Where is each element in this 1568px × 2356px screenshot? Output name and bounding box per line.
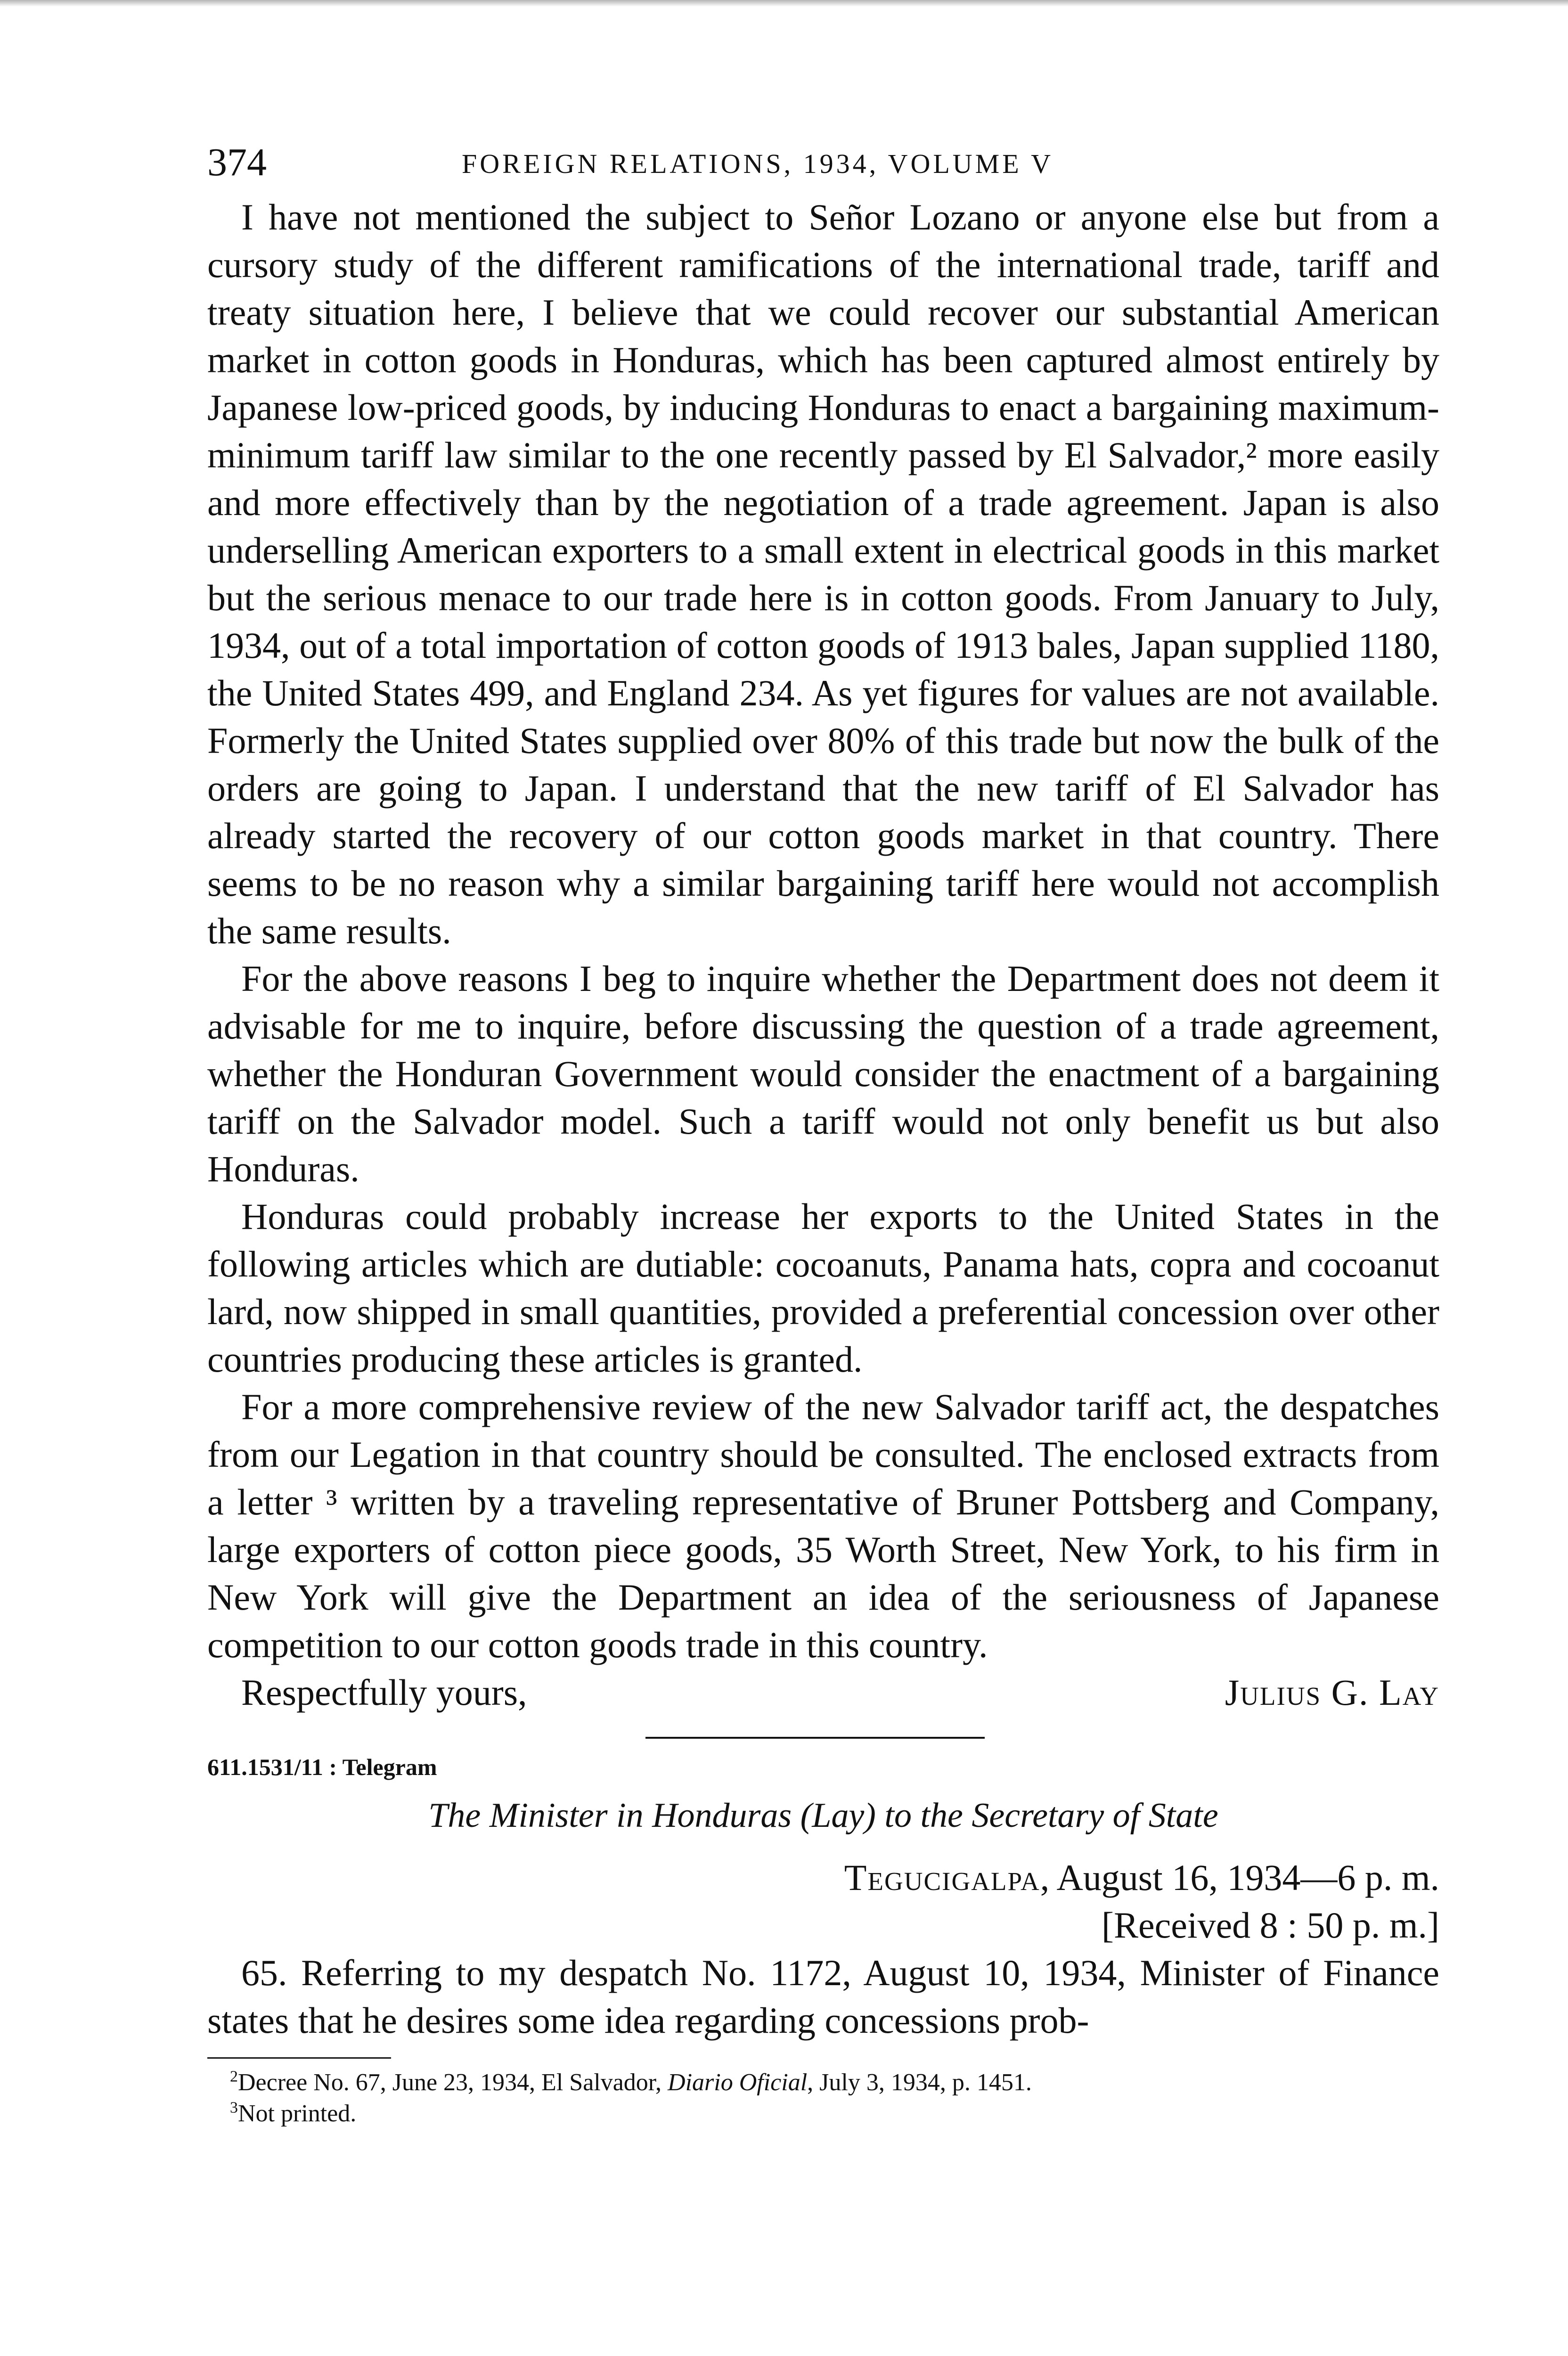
footnote-rule: [207, 2057, 391, 2059]
dateline-date: , August 16, 1934—6 p. m.: [1040, 1857, 1439, 1898]
telegram-body: [207, 1949, 1439, 2044]
page-top-edge: [0, 0, 1568, 7]
paragraph: I have not mentioned the subject to Señor Lozano or anyone else but from a cursory study of the different ramifications of the international trade, tariff and treaty situation here, I believe that we could recover our substantial American market in cotton goods in Honduras, which has been captured almost entirely by Japanese low-priced goods, by inducing Honduras to enact a bargaining maximum-minimum tariff law similar to the one recently passed by El Salvador,² more easily and more effectively than by the negotiation of a trade agreement. Japan is also underselling American exporters to a small extent in electrical goods in this market but the serious menace to our trade here is in cotton goods. From January to July, 1934, out of a total importation of cotton goods of 1913 bales, Japan supplied 1180, the United States 499, and England 234. As yet figures for values are not available. Formerly the United States supplied over 80% of this trade but now the bulk of the orders are going to Japan. I understand that the new tariff of El Salvador has already started the recovery of our cotton goods market in that country. There seems to be no reason why a similar bargaining tariff here would not accomplish the same results.: [207, 196, 1439, 951]
document-heading: The Minister in Honduras (Lay) to the Secretary of State: [428, 1796, 1218, 1835]
footnote-text: Decree No. 67, June 23, 1934, El Salvador,: [238, 2069, 668, 2096]
footnote: [207, 2067, 1439, 2098]
paragraph: 65. Referring to my despatch No. 1172, August 10, 1934, Minister of Finance states that he desires some idea regarding concessions prob-: [207, 1952, 1439, 2041]
running-head: FOREIGN RELATIONS, 1934, VOLUME V: [462, 148, 1054, 179]
letter-closing: [207, 1669, 1439, 1716]
letter-body: [207, 193, 1439, 1669]
received-note: [Received 8 : 50 p. m.]: [1102, 1905, 1439, 1946]
paragraph: Honduras could probably increase her exports to the United States in the following articles which are dutiable: cocoanuts, Panama hats, copra and cocoanut lard, now shipped in small quantities, provided a preferential concession over other countries producing these articles is granted.: [207, 1196, 1439, 1380]
complimentary-close: Respectfully yours,: [241, 1672, 527, 1713]
paragraph: For the above reasons I beg to inquire whether the Department does not deem it advisable for me to inquire, before discussing the question of a trade agreement, whether the Honduran Government would consider the enactment of a bargaining tariff on the Salvador model. Such a tariff would not only benefit us but also Honduras.: [207, 958, 1439, 1189]
footnote-marker: 3: [230, 2099, 238, 2117]
document-page: [207, 137, 1439, 2129]
footnote-text: Not printed.: [238, 2100, 357, 2127]
signature: Julius G. Lay: [1225, 1672, 1439, 1713]
dateline: [207, 1854, 1439, 1901]
dateline-place: Tegucigalpa: [844, 1857, 1040, 1898]
footnote: [207, 2098, 1439, 2129]
file-reference: 611.1531/11 : Telegram: [207, 1754, 437, 1780]
page-header: [207, 137, 1439, 193]
footnote-text-end: , July 3, 1934, p. 1451.: [807, 2069, 1032, 2096]
section-separator: [645, 1737, 985, 1739]
page-number: 374: [207, 140, 267, 184]
section-separator-wrap: [207, 1716, 1439, 1746]
footnotes: [207, 2067, 1439, 2129]
paragraph: For a more comprehensive review of the new Salvador tariff act, the despatches from our Legation in that country should be consulted. The enclosed extracts from a letter ³ written by a traveling representative of Bruner Pottsberg and Company, large exporters of cotton piece goods, 35 Worth Street, New York, to his firm in New York will give the Department an idea of the seriousness of Japanese competition to our cotton goods trade in this country.: [207, 1386, 1439, 1665]
footnote-italic-title: Diario Oficial: [668, 2069, 808, 2096]
footnote-marker: 2: [230, 2068, 238, 2086]
